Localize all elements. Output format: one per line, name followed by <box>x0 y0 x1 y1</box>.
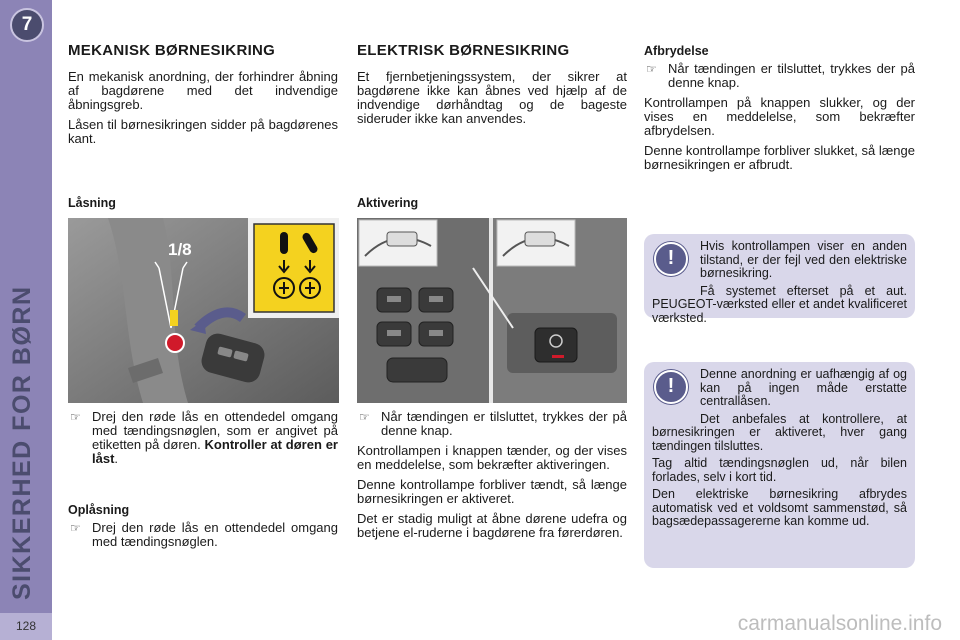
mechanical-section <box>68 44 338 152</box>
chapter-number: 7 <box>21 14 33 35</box>
deactivation-bullet <box>644 62 915 90</box>
activation-p3: Det er stadig muligt at åbne dørene udefra og betjene el-ruderne i bagdørene fra førerdøren. <box>357 511 627 540</box>
activation-heading-block <box>357 196 627 214</box>
child-lock-photo <box>68 218 339 403</box>
note1-p1: Hvis kontrollampen viser en anden tilstand, er der fejl ved den elektriske børnesikring. <box>700 239 907 280</box>
electric-section <box>357 44 627 132</box>
deactivation-p1: Kontrollampen på knappen slukker, og der vises en meddelelse, som bekræfter afbrydelsen. <box>644 95 915 138</box>
unlocking-bullet-text: Drej den røde lås en ottendedel omgang med tændingsnøglen. <box>92 520 338 549</box>
locking-bullet: ☞ Drej den røde lås en ottendedel omgang med tændingsnøglen, som er angivet på etiketten på døren. Kontroller at døren er låst. <box>70 409 338 466</box>
page-number: 128 <box>0 613 52 640</box>
watermark: carmanualsonline.info <box>737 612 942 635</box>
locking-instructions <box>68 410 338 472</box>
fraction-label: 1/8 <box>168 240 192 259</box>
activation-heading: Aktivering <box>357 196 419 210</box>
locking-bullet-text: Drej den røde lås en ottendedel omgang med tændingsnøglen, som er angivet på etiketten på døren. <box>92 409 338 452</box>
deactivation-heading: Afbrydelse <box>644 44 709 58</box>
unlocking-bullet <box>68 521 338 549</box>
activation-p2: Denne kontrollampe forbliver tændt, så længe børnesikringen er aktiveret. <box>357 477 627 506</box>
warning-note-fault <box>644 234 915 325</box>
bullet-arrow-icon: ☞ <box>359 410 370 424</box>
door-edge-illustration <box>68 218 339 403</box>
unlocking-heading: Oplåsning <box>68 503 130 517</box>
note2-p1: Denne anordning er uafhængig af og kan på ingen måde erstatte centrallåsen. <box>700 367 907 408</box>
deactivation-section <box>644 44 915 178</box>
note1-p2: Få systemet efterset på et aut. PEUGEOT-værksted eller et andet kvalificeret værksted. <box>652 283 907 325</box>
locking-bold-text: Kontroller at døren er låst <box>92 437 338 466</box>
locking-heading: Låsning <box>68 196 116 210</box>
note2-p3: Tag altid tændingsnøglen ud, når bilen forlades, selv i kort tid. <box>652 456 907 484</box>
door-panel-illustration <box>357 218 627 403</box>
note2-p4: Den elektriske børnesikring afbrydes automatisk ved et voldsomt sammenstød, så bagsædepassagererne kan komme ud. <box>652 487 907 528</box>
exclamation-icon: ! <box>654 242 688 276</box>
mechanical-location: Låsen til børnesikringen sidder på bagdørenes kant. <box>68 117 338 146</box>
door-switch-photo <box>357 218 627 403</box>
deactivation-bullet-text: Når tændingen er tilsluttet, trykkes der på denne knap. <box>668 61 915 90</box>
deactivation-p2: Denne kontrollampe forbliver slukket, så længe børnesikringen er afbrudt. <box>644 143 915 172</box>
electric-intro: Et fjernbetjeningssystem, der sikrer at bagdørene ikke kan åbnes ved hjælp af de indvendige dørhåndtag og de bageste sideruder ikke kan anvendes. <box>357 69 627 126</box>
note2-p2: Det anbefales at kontrollere, at børnesikringen er aktiveret, hver gang tændingen tilsluttes. <box>652 411 907 453</box>
activation-instructions <box>357 410 627 546</box>
activation-bullet <box>357 410 627 438</box>
bullet-arrow-icon: ☞ <box>646 62 657 76</box>
electric-title: ELEKTRISK BØRNESIKRING <box>357 42 570 59</box>
activation-p1: Kontrollampen i knappen tænder, og der vises en meddelelse, som bekræfter aktiveringen. <box>357 443 627 472</box>
warning-note-general <box>644 362 915 568</box>
unlocking-section <box>68 503 338 555</box>
exclamation-icon: ! <box>654 370 688 404</box>
bullet-arrow-icon: ☞ <box>70 410 81 424</box>
mechanical-title: MEKANISK BØRNESIKRING <box>68 42 276 59</box>
locking-heading-block <box>68 196 338 214</box>
bullet-arrow-icon: ☞ <box>70 521 81 535</box>
activation-bullet-text: Når tændingen er tilsluttet, trykkes der på denne knap. <box>381 409 627 438</box>
chapter-number-icon <box>10 8 44 42</box>
mechanical-intro: En mekanisk anordning, der forhindrer åbning af bagdørene med det indvendige åbningsgreb. <box>68 69 338 112</box>
section-title: SIKKERHED FOR BØRN <box>8 285 36 600</box>
